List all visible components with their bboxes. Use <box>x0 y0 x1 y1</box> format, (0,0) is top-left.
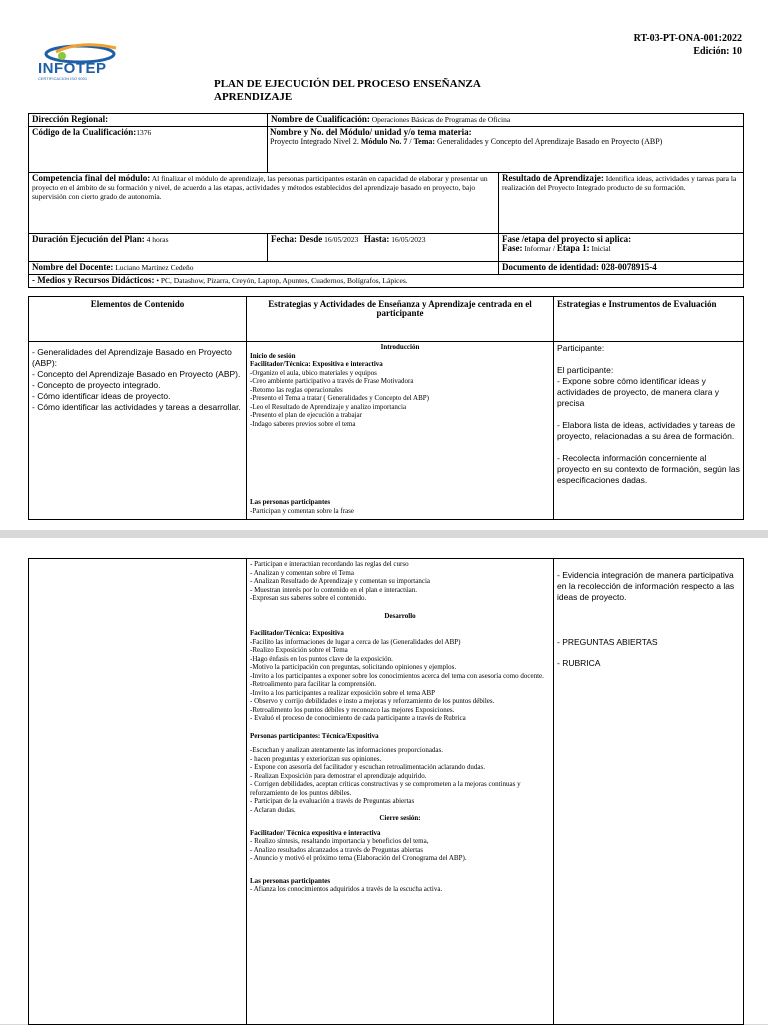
activity-line: -Hago énfasis en los puntos clave de la exposición. <box>250 654 393 663</box>
activity-line: -Expresan sus saberes sobre el contenido. <box>250 594 367 602</box>
activity-line: - Observo y corrijo debilidades e insto a mejoras y reforzamiento de los puntos débiles. <box>250 697 495 705</box>
eval-line: - Expone sobre cómo identificar ideas y actividades de proyecto, de manera clara y precisa <box>557 376 720 408</box>
fase-cell <box>499 234 744 262</box>
personas-title: Personas participantes: Técnica/Expositiva <box>250 731 379 740</box>
competencia-cell <box>29 173 499 234</box>
activity-line: -Creo ambiente participativo a través de Frase Motivadora <box>250 377 414 385</box>
desarrollo-title: Desarrollo <box>384 611 416 620</box>
resultado-label: Resultado de Aprendizaje: <box>502 173 604 183</box>
personas-line: -Participan y comentan sobre la frase <box>250 506 354 515</box>
resultado-cell <box>499 173 744 234</box>
inicio-label: Inicio de sesión <box>250 351 296 360</box>
codigo-cell <box>29 127 268 173</box>
contenido-item: - Cómo identificar ideas de proyecto. <box>32 391 171 401</box>
page-title <box>214 78 514 104</box>
direccion-label: Dirección Regional: <box>32 114 109 124</box>
eval-title: Participante: <box>557 343 605 353</box>
docente-value: Luciano Martínez Cedeño <box>113 263 194 272</box>
column-header-estrategias: Estrategias y Actividades de Enseñanza y Aprendizaje centrada en el participante <box>247 297 554 342</box>
activity-line: - hacen preguntas y exteriorizan sus opiniones. <box>250 754 382 763</box>
fecha-label: Fecha: Desde <box>271 234 323 244</box>
instrumento-item: - PREGUNTAS ABIERTAS <box>557 637 658 647</box>
contenido-cell <box>29 342 247 520</box>
eval-line: - Recolecta información concerniente al proyecto en su contexto de formación, según las especificaciones dadas. <box>557 453 740 485</box>
docente-label: Nombre del Docente: <box>32 262 114 272</box>
duracion-label: Duración Ejecución del Plan: <box>32 234 145 244</box>
activities-table <box>28 296 744 520</box>
doc-code: RT-03-PT-ONA-001:2022 <box>633 33 742 44</box>
contenido-item: - Concepto del Aprendizaje Basado en Proyecto (ABP). <box>32 369 241 379</box>
activity-line: -Invito a los participantes a exponer sobre los conocimientos acerca del tema con asesoría como docente. <box>250 671 544 680</box>
activity-line: - Participan e interactúan recordando las reglas del curso <box>250 560 409 568</box>
title-line-2: APRENDIZAJE <box>214 91 293 103</box>
instrumento-item: - RUBRICA <box>557 658 601 668</box>
activity-line: -Presento el plan de ejecución a trabajar <box>250 411 362 419</box>
cualificacion-label: Nombre de Cualificación: <box>271 114 370 124</box>
column-header-evaluacion: Estrategias e Instrumentos de Evaluación <box>554 297 744 342</box>
modulo-no-label: Módulo No. 7 <box>360 137 408 146</box>
infotep-logo <box>36 40 132 80</box>
contenido-item: - Generalidades del Aprendizaje Basado en Proyecto (ABP): <box>32 347 232 368</box>
eval-line: - Evidencia integración de manera participativa en la recolección de información respecto a las ideas de proyecto. <box>557 570 735 602</box>
cierre-personas-title: Las personas participantes <box>250 876 331 885</box>
medios-label: - Medios y Recursos Didácticos: <box>32 275 155 285</box>
activity-line: -Facilito las informaciones de lugar a cerca de las (Generalidades del ABP) <box>250 637 461 646</box>
modulo-value: Proyecto Integrado Nivel 2. <box>270 137 361 146</box>
activity-line: -Realizo Exposición sobre el Tema <box>250 646 348 654</box>
activity-line: -Retroalimento para facilitar la comprensión. <box>250 680 377 688</box>
cualificacion-value: Operaciones Básicas de Programas de Oficina <box>369 115 511 124</box>
activity-line: - Anuncio y motivó el próximo tema (Elaboración del Cronograma del ABP). <box>250 854 467 862</box>
tema-value: Generalidades y Concepto del Aprendizaje Basado en Proyecto (ABP) <box>435 137 663 146</box>
activity-line: - Participan de la evaluación a través de Preguntas abiertas <box>250 797 415 805</box>
contenido-item: - Concepto de proyecto integrado. <box>32 380 161 390</box>
activity-line: - Realizo síntesis, resaltando importancia y beneficios del tema, <box>250 837 429 845</box>
fase2-label: Fase: <box>502 243 523 253</box>
fecha-cell <box>268 234 499 262</box>
duracion-cell <box>29 234 268 262</box>
activity-line: -Retroalimento los puntos débiles y reconozco las mejores Exposiciones. <box>250 705 455 714</box>
hasta-value: 16/05/2023 <box>389 235 426 244</box>
activity-line: -Presento el Tema a tratar ( Generalidades y Concepto del ABP) <box>250 394 429 402</box>
modulo-label: Nombre y No. del Módulo/ unidad y/o tema materia: <box>270 127 472 137</box>
fase2-value: Informar / <box>522 244 557 253</box>
logo-subtext: CERTIFICACION ISO 9001 <box>38 76 88 81</box>
activity-line: - Corrigen debilidades, aceptan críticas constructivas y se comprometen a la mejoras continuas y reforzamiento de los puntos débiles. <box>250 780 521 797</box>
eval-line: - Elabora lista de ideas, actividades y tareas de proyecto, relacionadas a su área de formación. <box>557 420 736 441</box>
title-line-1: PLAN DE EJECUCIÓN DEL PROCESO ENSEÑANZA <box>214 78 481 90</box>
resultado-value: Identifica ideas, actividades y tareas para la realización del Proyecto Integrado producto de su formación. <box>502 174 737 192</box>
logo-text: INFOTEP <box>38 60 107 77</box>
cierre-title: Cierre sesión: <box>379 814 421 822</box>
activity-line: -Invito a los participantes a realizar exposición sobre el tema ABP <box>250 688 436 697</box>
duracion-value: 4 horas <box>144 235 169 244</box>
activity-line: - Realizan Exposición para demostrar el aprendizaje adquirido. <box>250 771 427 780</box>
activity-line: - Analizo resultados alcanzados a través de Preguntas abiertas <box>250 845 423 854</box>
cierre-facilitador-label: Facilitador/ Técnica expositiva e interactiva <box>250 828 381 837</box>
facilitador-label: Facilitador/Técnica: Expositiva <box>250 629 344 637</box>
codigo-value: 1376 <box>136 128 152 137</box>
fase-label: Fase /etapa del proyecto si aplica: <box>502 234 632 244</box>
facilitador-label: Facilitador/Técnica: Expositiva e interactiva <box>250 360 383 368</box>
medios-value: • PC, Datashow, Pizarra, Creyón, Laptop, Apuntes, Cuadernos, Bolígrafos, Lápices. <box>154 276 408 285</box>
activity-line: - Muestran interés por lo contenido en el plan e interactúan. <box>250 585 417 594</box>
competencia-value: Al finalizar el módulo de aprendizaje, las personas participantes estarán en capacidad de elaborar y presentar un proyecto en el ámbito de su formación y nivel, de acuerdo a las etapas, actividades y métodos establecidos del aprendizaje basado en proyecto, bajo supervisión con cierto grado de autonomía. <box>32 174 488 201</box>
evaluacion-cell <box>554 342 744 520</box>
estrategias-cell <box>247 342 554 520</box>
hasta-label: Hasta: <box>363 234 390 244</box>
activities-table-continued <box>28 558 744 1025</box>
personas-title: Las personas participantes <box>250 498 331 506</box>
modulo-separator: / <box>407 137 414 146</box>
plan-info-table <box>28 113 744 288</box>
intro-title: Introducción <box>380 343 420 351</box>
direccion-cell <box>29 114 268 127</box>
estrategias-cell-continued <box>247 559 554 1025</box>
modulo-cell <box>268 127 744 173</box>
activity-line: -Leo el Resultado de Aprendizaje y analizo importancia <box>250 402 407 411</box>
codigo-label: Código de la Cualificación: <box>32 127 137 137</box>
activity-line: -Motivo la participación con preguntas, solicitando opiniones y ejemplos. <box>250 663 457 671</box>
tema-label: Tema: <box>413 137 436 146</box>
activity-line: - Analizan Resultado de Aprendizaje y comentan su importancia <box>250 577 430 585</box>
contenido-cell-empty <box>29 559 247 1025</box>
activity-line: - Analizan y comentan sobre el Tema <box>250 568 354 577</box>
column-header-contenido: Elementos de Contenido <box>29 297 247 342</box>
documento-label: Documento de identidad: 028-0078915-4 <box>502 262 657 272</box>
contenido-item: - Cómo identificar las actividades y tareas a desarrollar. <box>32 402 241 412</box>
evaluacion-cell-continued <box>554 559 744 1025</box>
activity-line: - Aclaran dudas. <box>250 805 296 814</box>
etapa-value: Inicial <box>589 244 611 253</box>
competencia-label: Competencia final del módulo: <box>32 173 151 183</box>
etapa-label: Etapa 1: <box>556 243 590 253</box>
activity-line: - Evaluó el proceso de conocimiento de cada participante a través de Rubrica <box>250 714 466 722</box>
document-code <box>634 32 742 58</box>
medios-cell <box>29 275 744 288</box>
activity-line: - Afianza los conocimientos adquiridos a través de la escucha activa. <box>250 885 443 893</box>
activity-line: -Organizo el aula, ubico materiales y equipos <box>250 368 377 377</box>
fecha-desde: 16/05/2023 <box>322 235 359 244</box>
cualificacion-cell <box>268 114 744 127</box>
docente-cell <box>29 262 499 275</box>
eval-line: El participante: <box>557 365 614 375</box>
documento-cell <box>499 262 744 275</box>
activity-line: -Retomo las reglas operacionales <box>250 385 343 394</box>
doc-edition: Edición: 10 <box>693 46 742 57</box>
activity-line: - Expone con asesoría del facilitador y escuchan retroalimentación aclarando dudas. <box>250 763 485 771</box>
activity-line: -Indago saberes previos sobre el tema <box>250 419 356 428</box>
activity-line: -Escuchan y analizan atentamente las informaciones proporcionadas. <box>250 746 444 754</box>
